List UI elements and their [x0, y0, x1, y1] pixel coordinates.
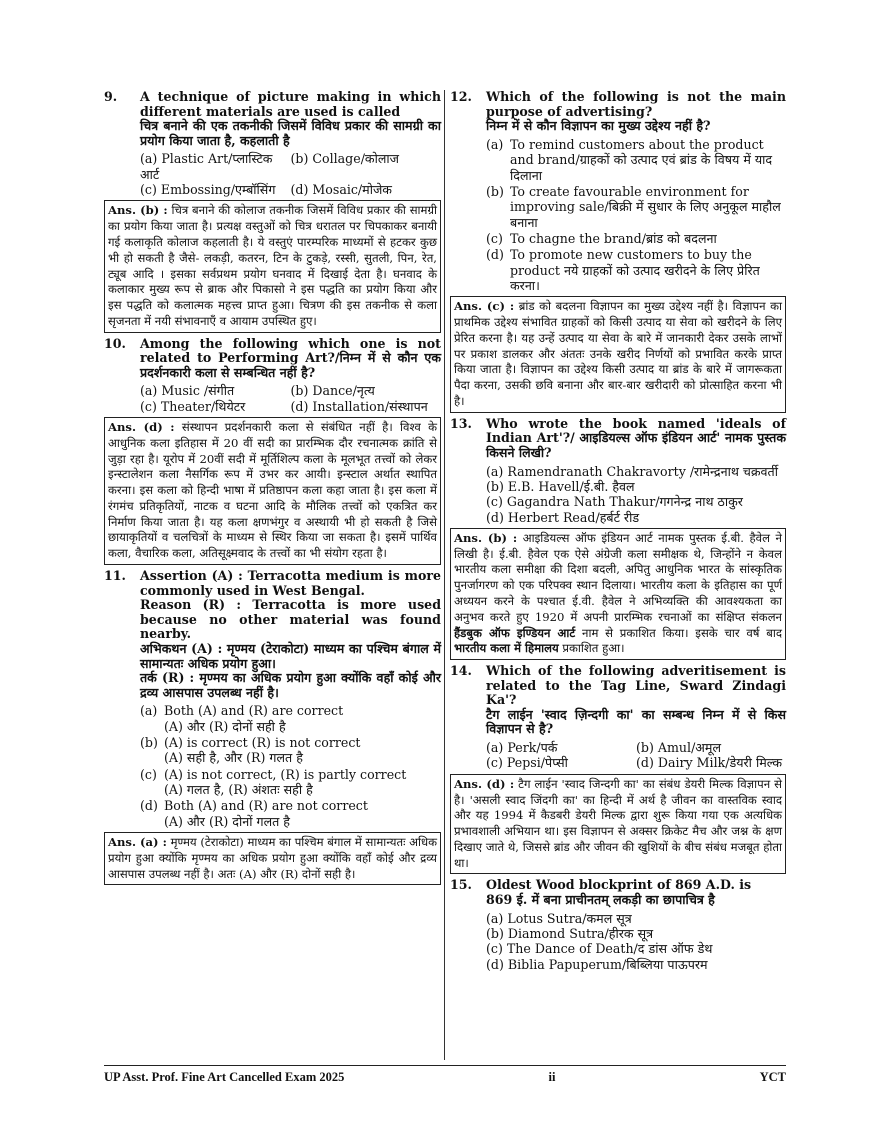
- option-d: To promote new customers to buy the product नये ग्राहकों को उत्पाद खरीदने के लिए प्रेरित करना।: [510, 247, 760, 294]
- option-c: To chagne the brand/ब्रांड को बदलना: [510, 230, 717, 246]
- option-a: (a) Lotus Sutra/कमल सूत्र: [486, 910, 632, 926]
- page-footer: [104, 1065, 786, 1085]
- question-text-hi: 869 ई. में बना प्राचीनतम् लकड़ी का छापाचित्र है: [486, 891, 715, 907]
- book-title-handbook: हैंडबुक ऑफ इण्डियन आर्ट: [454, 625, 576, 640]
- question-number: 12.: [450, 89, 472, 104]
- option-b: (b) Diamond Sutra/हीरक सूत्र: [486, 925, 654, 941]
- option-d-en: Both (A) and (R) are not correct: [164, 798, 368, 814]
- option-letter: (a): [140, 703, 158, 719]
- option-letter: (b): [140, 735, 158, 751]
- reason-hi: तर्क (R) : मृण्मय का अधिक प्रयोग हुआ क्योंकि वहाँ कोई और द्रव्य आसपास उपलब्ध नहीं है।: [140, 670, 441, 700]
- option-c-hi: (A) गलत है, (R) अंशतः सही है: [164, 782, 313, 798]
- option-d: (d) Herbert Read/हर्बर्ट रीड: [486, 509, 640, 525]
- answer-text-mid: नाम से प्रकाशित किया। इसके चार वर्ष बाद: [575, 625, 782, 640]
- answer-label: Ans. (a) :: [108, 835, 167, 850]
- footer-publisher: YCT: [759, 1070, 786, 1084]
- footer-exam-title: UP Asst. Prof. Fine Art Cancelled Exam 2025: [104, 1070, 345, 1084]
- question-number: 11.: [104, 567, 126, 583]
- question-number: 10.: [104, 335, 126, 351]
- question-9: [104, 90, 441, 148]
- options-9: [140, 151, 441, 197]
- options-13: [486, 464, 786, 525]
- option-a: (a) Perk/पर्क: [486, 740, 558, 756]
- question-12: [450, 90, 786, 134]
- option-b: (b) E.B. Havell/ई.बी. हैवल: [486, 478, 635, 494]
- answer-text-end: प्रकाशित हुआ।: [558, 641, 625, 656]
- option-c: (c) Theater/थियेटर: [140, 398, 246, 414]
- question-text-hi: निम्न में से कौन विज्ञापन का मुख्य उद्देश्य नहीं है?: [486, 118, 711, 134]
- option-b: To create favourable environment for improving sale/बिक्री में सुधार के लिए अनुकूल माहौल बनाना: [510, 183, 781, 230]
- question-15: [450, 878, 786, 907]
- option-c: (c) The Dance of Death/द डांस ऑफ डेथ: [486, 941, 713, 957]
- options-12: [486, 137, 786, 294]
- option-letter: (d): [140, 798, 158, 814]
- options-14: [486, 740, 786, 771]
- option-letter: (b): [486, 183, 504, 199]
- footer-page-number: ii: [548, 1070, 556, 1084]
- option-a: (a) Plastic Art/प्लास्टिक आर्ट: [140, 151, 273, 182]
- answer-box-13: [450, 528, 786, 660]
- option-a: (a) Music /संगीत: [140, 383, 235, 399]
- question-text-en: A technique of picture making in which different materials are used is called: [140, 89, 441, 119]
- right-column: [450, 90, 786, 975]
- book-title-himalaya: भारतीय कला में हिमालय: [454, 641, 559, 656]
- answer-label: Ans. (d) :: [454, 776, 515, 791]
- option-letter: (c): [140, 766, 157, 782]
- option-c: (c) Pepsi/पेप्सी: [486, 755, 568, 771]
- option-letter: (a): [486, 136, 504, 152]
- option-letter: (c): [486, 230, 503, 246]
- question-text: Among the following which one is not related to Performing Art?/निम्न में से कौन एक प्रदर्शनकारी कला से सम्बन्धित नहीं है?: [140, 335, 441, 380]
- options-11: [140, 703, 441, 829]
- option-b: (b) Collage/कोलाज: [290, 151, 400, 167]
- option-c: (c) Gagandra Nath Thakur/गगनेन्द्र नाथ ठाकुर: [486, 494, 743, 510]
- question-text-en: Oldest Wood blockprint of 869 A.D. is: [486, 877, 752, 893]
- option-d: (d) Installation/संस्थापन: [290, 398, 428, 414]
- question-13: [450, 417, 786, 461]
- question-text-en: Which of the following is not the main purpose of advertising?: [486, 89, 786, 119]
- answer-box-10: [104, 417, 441, 565]
- answer-text: संस्थापन प्रदर्शनकारी कला से संबंधित नहीं है। विश्व के आधुनिक कला इतिहास में 20 वीं सदी का प्रारम्भिक दौर रचनात्मक क्रांति से जुड़ा रहा है। यूरोप में 20वीं सदी में मूर्तिशिल्प कला के मूलभूत तत्त्वों को लेकर इन्स्टालेशन कला नैसर्गिक रूप में उभर कर आयी। इन्स्टाल अर्थात स्थापित करना। इस कला को हिन्दी भाषा में प्रतिष्ठापन कला कहा जाता है। इस कला में रंगमंच प्रतिकृतियों, नाटक व घटना आदि के मौलिक तत्त्वों को एकत्रित कर निर्माण किया जाता है। यह कला क्षणभंगुर व अस्थायी भी हो सकती है जिसे छायाकृतियों व चलचित्रों के माध्यम से स्थिर किया जा सकता है। इसमें पार्थिव कला, वैचारिक कला, अतिसूक्ष्मवाद के तत्त्वों का भी संयोग रहता है।: [108, 420, 437, 561]
- option-a-hi: (A) और (R) दोनों सही है: [164, 718, 286, 734]
- option-letter: (d): [486, 247, 504, 263]
- question-number: 13.: [450, 415, 472, 431]
- question-text-hi: टैग लाईन 'स्वाद ज़िन्दगी का' का सम्बन्ध निम्न में से किस विज्ञापन से है?: [486, 706, 786, 737]
- option-a-en: Both (A) and (R) are correct: [164, 703, 344, 719]
- option-c: (c) Embossing/एम्बॉसिंग: [140, 182, 276, 198]
- answer-box-11: [104, 832, 441, 885]
- answer-text: आइडियल्स ऑफ इंडियन आर्ट नामक पुस्तक ई.बी. हैवेल ने लिखी है। ई.बी. हैवेल एक ऐसे अंग्रेजी कला समीक्षक थे, जिन्होंने न केवल भारतीय कला समीक्षा की दिशा बदली, अपितु आधुनिक भारत के सांस्कृतिक पुनर्जागरण को एक परिपक्व स्थान दिलाया। भारतीय कला के इतिहास का पूर्ण अध्ययन करने के पश्चात ई.वी. हैवेल ने अभिव्यक्ति की आवश्यकता का अनुभव करते हुए 1920 में अपनी प्रारम्भिक रचनाओं का संक्षिप्त संकलन: [454, 530, 782, 624]
- question-number: 9.: [104, 89, 118, 104]
- question-number: 14.: [450, 663, 472, 679]
- answer-label: Ans. (c) :: [454, 299, 515, 314]
- answer-label: Ans. (b) :: [454, 530, 518, 545]
- option-d: (d) Biblia Papuperum/बिब्लिया पाऊपरम: [486, 956, 708, 972]
- question-text-hi: चित्र बनाने की एक तकनीकी जिसमें विविध प्रकार की सामग्री का प्रयोग किया जाता है, कहलाती है: [140, 118, 441, 148]
- assertion-en: Assertion (A) : Terracotta medium is more commonly used in West Bengal.: [140, 567, 441, 598]
- answer-text: ब्रांड को बदलना विज्ञापन का मुख्य उद्देश्य नहीं है। विज्ञापन का प्राथमिक उद्देश्य संभावित ग्राहकों को किसी उत्पाद या सेवा को खरीदने के लिए प्रेरित करना है। यह उन्हें उत्पाद या सेवा के बारे में जानकारी देकर उसके लाभों पर प्रकाश डालकर और अंततः उनके खरीद निर्णयों को प्रभावित करके प्राप्त किया जाता है। विज्ञापन का उद्देश्य किसी उत्पाद या ब्रांड के बारे में जागरूकता पैदा करना, उसकी छवि बनाना और बार-बार खरीदारी को प्रोत्साहित करना भी है।: [454, 299, 783, 408]
- question-14: [450, 664, 786, 737]
- option-a: To remind customers about the product and brand/ग्राहकों को उत्पाद एवं ब्रांड के विषय में याद दिलाना: [510, 136, 773, 183]
- question-text-en: Which of the following adveritisement is related to the Tag Line, Sward Zindagi Ka'?: [486, 663, 786, 708]
- question-11: [104, 569, 441, 700]
- option-c-en: (A) is not correct, (R) is partly correct: [164, 766, 407, 782]
- option-d-hi: (A) और (R) दोनों गलत है: [164, 813, 290, 829]
- option-d: (d) Mosaic/मोजेक: [290, 182, 392, 198]
- options-15: [486, 911, 786, 972]
- question-number: 15.: [450, 877, 472, 893]
- option-b-hi: (A) सही है, और (R) गलत है: [164, 750, 303, 766]
- answer-box-9: [104, 200, 441, 332]
- answer-box-14: [450, 774, 786, 875]
- option-b: (b) Amul/अमूल: [636, 740, 722, 756]
- option-a: (a) Ramendranath Chakravorty /रामेन्द्रनाथ चक्रवर्ती: [486, 463, 778, 479]
- answer-text: मृण्मय (टेराकोटा) माध्यम का पश्चिम बंगाल में सामान्यतः अधिक प्रयोग हुआ क्योंकि मृण्मय का अधिक प्रयोग हुआ क्योंकि वहाँ कोई और द्रव्य आसपास उपलब्ध नहीं है। अतः (A) और (R) दोनों सही है।: [108, 835, 438, 881]
- column-divider: [444, 90, 445, 1060]
- question-10: [104, 337, 441, 381]
- assertion-hi: अभिकथन (A) : मृण्मय (टेराकोटा) माध्यम का पश्चिम बंगाल में सामान्यतः अधिक प्रयोग हुआ।: [140, 640, 441, 671]
- answer-label: Ans. (d) :: [108, 420, 175, 435]
- question-text: Who wrote the book named 'ideals of Indian Art'?/ आइडियल्स ऑफ इंडियन आर्ट' नामक पुस्तक किसने लिखी?: [486, 415, 786, 460]
- option-b: (b) Dance/नृत्य: [290, 383, 375, 399]
- option-d: (d) Dairy Milk/डेयरी मिल्क: [636, 755, 783, 771]
- answer-label: Ans. (b) :: [108, 203, 168, 218]
- options-10: [140, 383, 441, 414]
- answer-text: टैग लाईन 'स्वाद जिन्दगी का' का संबंध डेयरी मिल्क विज्ञापन से है। 'असली स्वाद जिंदगी का' का हिन्दी में अर्थ है जीवन का वास्तविक स्वाद और यह 1994 में कैडबरी डेयरी मिल्क द्वारा शुरू किया गया एक अत्यधिक प्रभावशाली अभियान था। इस विज्ञापन से अक्सर क्रिकेट मैच और जश्न के क्षण दिखाए जाते थे, जिससे ब्रांड और जीवन की खुशियों के बीच संबंध मजबूत होता था।: [454, 776, 783, 870]
- left-column: [104, 90, 441, 889]
- reason-en: Reason (R) : Terracotta is more used because no other material was found nearby.: [140, 597, 441, 642]
- option-b-en: (A) is correct (R) is not correct: [164, 735, 361, 751]
- answer-box-12: [450, 296, 786, 412]
- answer-text: चित्र बनाने की कोलाज तकनीक जिसमें विविध प्रकार की सामग्री का प्रयोग किया जाता है। प्रत्यक्ष वस्तुओं को चित्र धरातल पर चिपकाकर बनायी गई कलाकृति कोलाज कहलाती है। ये वस्तुएं पारम्परिक माध्यमों से हटकर कुछ भी हो सकती है जैसे- लकड़ी, कतरन, टिन के टुकड़े, रस्सी, सुतली, पिन, रेत, ट्यूब आदि । इसका सर्वप्रथम प्रयोग घनवाद में दिखाई देता है। घनवाद के कलाकार मुख्य रूप से ब्राक और पिकासो ने इस पद्धति का प्रयोग किया और इस पद्धति को कलात्मक महत्त्व प्राप्त हुआ। चित्रण की इस तकनीक से कला सृजनता में नयी संभावनाएँ व आयाम उपस्थित हुए।: [108, 203, 438, 328]
